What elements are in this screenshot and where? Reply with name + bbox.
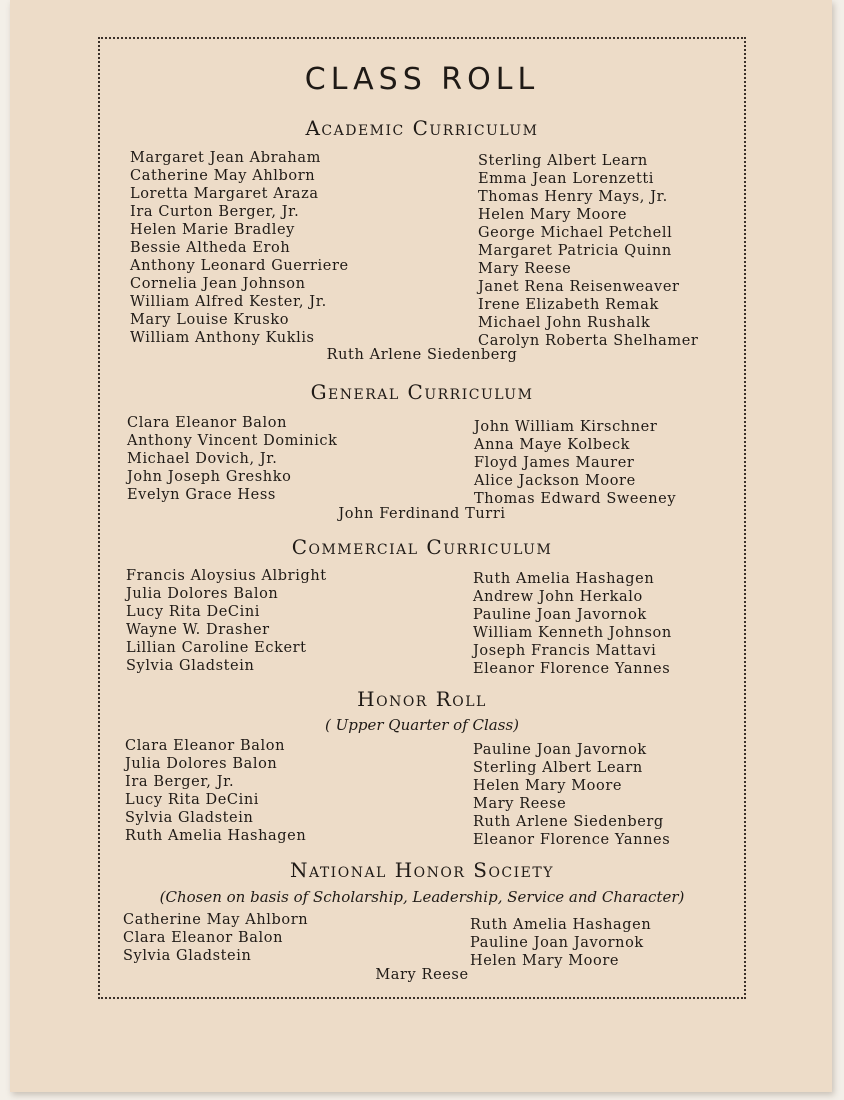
student-name: Clara Eleanor Balon: [123, 930, 284, 946]
student-name: Emma Jean Lorenzetti: [478, 171, 655, 187]
student-name: Clara Eleanor Balon: [127, 415, 288, 431]
student-name: Evelyn Grace Hess: [127, 487, 276, 503]
student-name: Francis Aloysius Albright: [126, 568, 327, 584]
student-name: Catherine May Ahlborn: [123, 912, 309, 928]
student-name: Margaret Patricia Quinn: [478, 243, 672, 259]
student-name: William Alfred Kester, Jr.: [130, 294, 327, 310]
student-name: Lucy Rita DeCini: [126, 604, 261, 620]
student-name: Andrew John Herkalo: [473, 589, 643, 605]
general-heading: General Curriculum: [310, 380, 534, 404]
student-name: Sterling Albert Learn: [473, 760, 643, 776]
academic-left-list: [130, 149, 349, 347]
student-name: Sterling Albert Learn: [478, 153, 648, 169]
student-name: Loretta Margaret Araza: [130, 186, 319, 202]
nhs-subtitle: (Chosen on basis of Scholarship, Leadership, Service and Character): [159, 888, 685, 906]
student-name: Anthony Leonard Guerriere: [130, 258, 349, 274]
student-name: Thomas Edward Sweeney: [474, 491, 677, 507]
student-name: George Michael Petchell: [478, 225, 673, 241]
student-name: Ruth Amelia Hashagen: [125, 828, 307, 844]
general-left-list: [127, 414, 338, 504]
student-name: Ruth Arlene Siedenberg: [473, 814, 664, 830]
student-name: Joseph Francis Mattavi: [473, 643, 657, 659]
student-name: Julia Dolores Balon: [125, 756, 278, 772]
student-name: Julia Dolores Balon: [126, 586, 279, 602]
nhs-right-list: [470, 916, 651, 970]
student-name: Cornelia Jean Johnson: [130, 276, 306, 292]
nhs-left-list: [123, 911, 308, 965]
nhs-center-name: Mary Reese: [375, 967, 469, 983]
student-name: Mary Reese: [478, 261, 572, 277]
student-name: Carolyn Roberta Shelhamer: [478, 333, 699, 349]
student-name: Anna Maye Kolbeck: [474, 437, 631, 453]
student-name: William Kenneth Johnson: [473, 625, 672, 641]
honor-left-list: [125, 737, 306, 845]
student-name: Irene Elizabeth Remak: [478, 297, 659, 313]
honor-right-list: [473, 741, 670, 849]
student-name: Mary Louise Krusko: [130, 312, 290, 328]
honor-roll-subtitle: ( Upper Quarter of Class): [324, 716, 519, 734]
student-name: Ira Curton Berger, Jr.: [130, 204, 300, 220]
student-name: Wayne W. Drasher: [126, 622, 270, 638]
page-title: CLASS ROLL: [304, 62, 540, 97]
student-name: Eleanor Florence Yannes: [473, 832, 671, 848]
student-name: Helen Mary Moore: [478, 207, 628, 223]
nhs-heading: National Honor Society: [290, 858, 554, 882]
student-name: Lucy Rita DeCini: [125, 792, 260, 808]
student-name: Michael John Rushalk: [478, 315, 651, 331]
student-name: Pauline Joan Javornok: [473, 607, 647, 623]
student-name: Alice Jackson Moore: [474, 473, 636, 489]
student-name: John Joseph Greshko: [127, 469, 292, 485]
honor-roll-heading: Honor Roll: [357, 687, 487, 711]
general-right-list: [474, 418, 676, 508]
general-center-name: John Ferdinand Turri: [338, 506, 506, 522]
commercial-heading: Commercial Curriculum: [291, 535, 553, 559]
student-name: Sylvia Gladstein: [123, 948, 252, 964]
student-name: Sylvia Gladstein: [126, 658, 255, 674]
student-name: Eleanor Florence Yannes: [473, 661, 671, 677]
student-name: Helen Marie Bradley: [130, 222, 295, 238]
student-name: Thomas Henry Mays, Jr.: [478, 189, 668, 205]
student-name: John William Kirschner: [474, 419, 658, 435]
student-name: Catherine May Ahlborn: [130, 168, 316, 184]
student-name: Mary Reese: [473, 796, 567, 812]
student-name: Clara Eleanor Balon: [125, 738, 286, 754]
student-name: Helen Mary Moore: [470, 953, 620, 969]
student-name: Sylvia Gladstein: [125, 810, 254, 826]
academic-right-list: [478, 152, 698, 350]
student-name: Ruth Amelia Hashagen: [473, 571, 655, 587]
commercial-left-list: [126, 567, 327, 675]
student-name: William Anthony Kuklis: [130, 330, 315, 346]
student-name: Lillian Caroline Eckert: [126, 640, 307, 656]
student-name: Ira Berger, Jr.: [125, 774, 235, 790]
student-name: Janet Rena Reisenweaver: [478, 279, 680, 295]
academic-heading: Academic Curriculum: [305, 116, 539, 140]
student-name: Margaret Jean Abraham: [130, 150, 321, 166]
student-name: Ruth Amelia Hashagen: [470, 917, 652, 933]
student-name: Floyd James Maurer: [474, 455, 635, 471]
student-name: Bessie Altheda Eroh: [130, 240, 291, 256]
student-name: Pauline Joan Javornok: [473, 742, 647, 758]
academic-center-name: Ruth Arlene Siedenberg: [326, 347, 518, 363]
student-name: Anthony Vincent Dominick: [127, 433, 338, 449]
student-name: Michael Dovich, Jr.: [127, 451, 278, 467]
commercial-right-list: [473, 570, 672, 678]
student-name: Pauline Joan Javornok: [470, 935, 644, 951]
student-name: Helen Mary Moore: [473, 778, 623, 794]
